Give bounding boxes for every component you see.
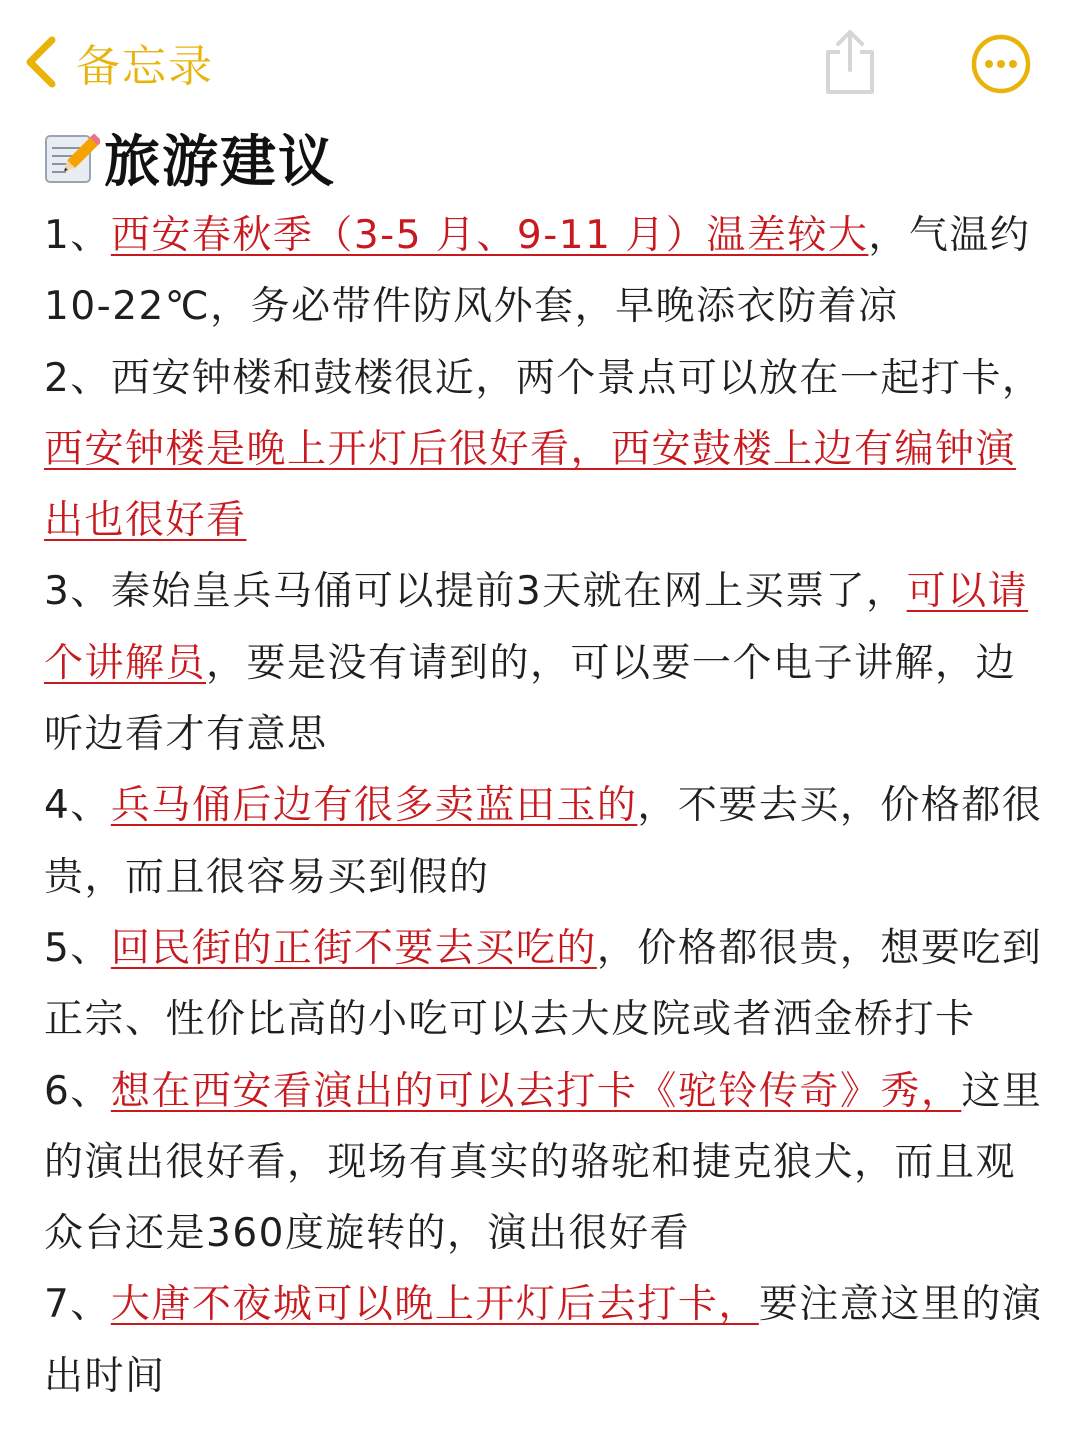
back-button[interactable] [22, 30, 214, 94]
tip-text: 秦始皇兵马俑可以提前3天就在网上买票了， [110, 569, 907, 615]
tip-item-4 [44, 770, 1044, 913]
tip-text: ，气温约 10-22℃，务必带件防风外套，早晚添衣防着凉 [44, 213, 1031, 330]
memo-icon [44, 130, 100, 186]
tip-highlight: 西安钟楼是晚上开灯后很好看，西安鼓楼上边有编钟演出也很好看 [44, 426, 1017, 544]
tip-text: ，价格都很贵，想要吃到正宗、性价比高的小吃可以去大皮院或者洒金桥打卡 [44, 925, 1043, 1043]
tip-item-7 [44, 1269, 1044, 1412]
share-icon [818, 26, 882, 96]
tip-text: 西安钟楼和鼓楼很近，两个景点可以放在一起打卡， [110, 355, 1043, 401]
tip-number: 6、 [44, 1068, 111, 1114]
nav-bar [0, 0, 1080, 120]
more-button[interactable] [970, 33, 1032, 95]
tip-item-1 [44, 200, 1044, 343]
note-title-row [44, 118, 336, 198]
note-title: 旅游建议 [104, 130, 336, 195]
tip-number: 5、 [44, 925, 111, 971]
tip-number: 3、 [44, 569, 111, 615]
tip-item-2 [44, 343, 1044, 557]
tip-item-5 [44, 913, 1044, 1056]
tip-highlight: 回民街的正街不要去买吃的 [110, 925, 597, 971]
note-body[interactable] [44, 200, 1044, 1412]
tip-text: ，不要去买，价格都很贵，而且很容易买到假的 [44, 783, 1043, 900]
tip-item-6 [44, 1056, 1044, 1270]
tip-number: 4、 [44, 783, 111, 829]
back-label: 备忘录 [76, 41, 214, 92]
tip-number: 7、 [44, 1282, 111, 1328]
tip-highlight: 可以请个讲解员 [44, 569, 1029, 686]
share-button[interactable] [818, 26, 882, 96]
tip-text: 要注意这里的演出时间 [44, 1282, 1043, 1399]
tip-number: 2、 [44, 355, 111, 401]
tip-highlight: 大唐不夜城可以晚上开灯后去打卡， [110, 1282, 759, 1328]
chevron-left-icon [22, 34, 58, 90]
tip-number: 1、 [44, 213, 111, 258]
more-icon [970, 33, 1032, 95]
tip-item-3 [44, 556, 1044, 770]
tip-highlight: 兵马俑后边有很多卖蓝田玉的 [110, 783, 638, 829]
tip-highlight: 想在西安看演出的可以去打卡《驼铃传奇》秀， [110, 1068, 962, 1114]
tip-highlight: 西安春秋季（3-5 月、9-11 月）温差较大 [110, 213, 869, 258]
tip-text: 这里的演出很好看，现场有真实的骆驼和捷克狼犬，而且观众台还是360度旋转的，演出很好看 [44, 1068, 1043, 1257]
tip-text: ，要是没有请到的，可以要一个电子讲解，边听边看才有意思 [44, 640, 1017, 758]
